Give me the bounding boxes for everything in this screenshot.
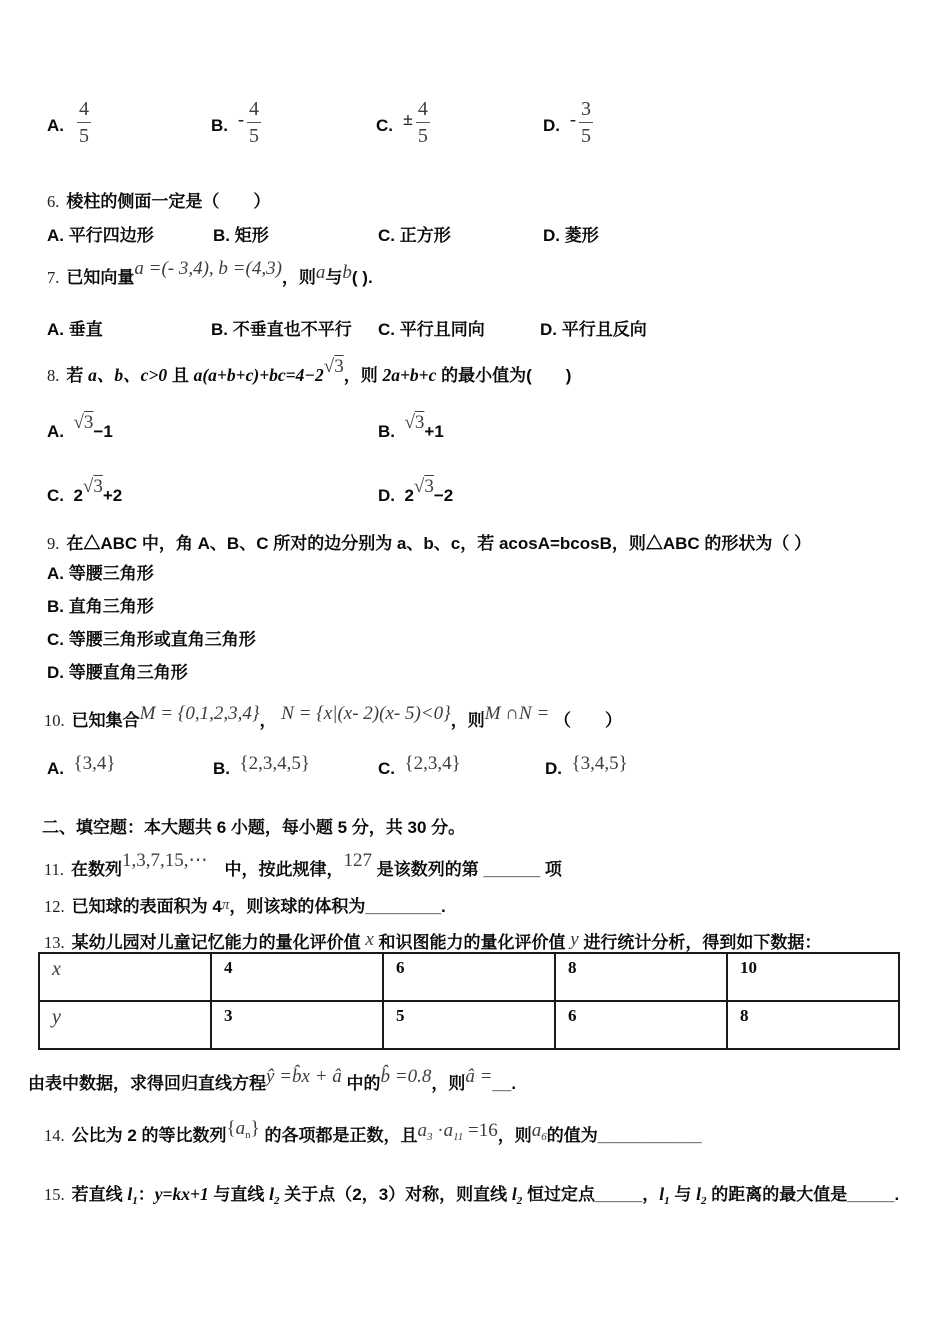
radicand: 3	[414, 412, 425, 433]
question-text: 与	[325, 268, 343, 287]
question-number: 12.	[44, 897, 65, 916]
question-number: 6.	[47, 192, 60, 211]
subscript: 1	[132, 1195, 138, 1207]
q8-option-c	[47, 476, 122, 506]
set-value: {2,3,4,5}	[239, 753, 310, 774]
question-number: 10.	[44, 711, 65, 730]
sqrt-3	[414, 476, 434, 497]
table-cell: 6	[555, 1001, 727, 1049]
regression-equation: ŷ =b̂x + â	[266, 1066, 342, 1087]
section-2-header: 二、填空题：本大题共 6 小题，每小题 5 分，共 30 分。	[42, 818, 466, 837]
q7-option-b: B. 不垂直也不平行	[211, 320, 352, 339]
q10-option-a	[47, 753, 115, 779]
question-8-options-row1	[0, 412, 950, 442]
question-number: 9.	[47, 534, 60, 553]
pi-symbol: π	[221, 897, 230, 913]
question-text: 中，按此规律，	[224, 860, 344, 879]
brace-close: }	[250, 1118, 260, 1139]
blank-line: __.	[492, 1074, 517, 1093]
line-l2	[696, 1184, 707, 1207]
question-6-options	[0, 221, 950, 247]
fraction-sign: ±	[403, 109, 413, 129]
question-number: 15.	[44, 1185, 65, 1204]
letter-l: l	[696, 1184, 701, 1204]
vector-a: a	[315, 262, 326, 283]
question-text-with-blank: 是该数列的第 ______ 项	[376, 860, 562, 879]
question-text: 进行统计分析，得到如下数据：	[583, 933, 822, 952]
option-label: A.	[47, 759, 64, 778]
radical-sign: √	[82, 476, 94, 497]
fraction	[77, 96, 91, 149]
math-condition: a、b、c>0	[88, 365, 168, 385]
option-label: B.	[213, 759, 230, 778]
option-label: A.	[47, 116, 64, 135]
dot-operator: ·	[432, 1120, 444, 1141]
sqrt-3	[324, 356, 344, 377]
set-value: {3,4}	[73, 753, 116, 774]
question-text: 在△ABC 中，角 A、B、C 所对的边分别为 a、b、c，若 acosA=bcosB，则△ABC 的形状为（ ）	[66, 534, 812, 553]
question-text: 与直线	[208, 1185, 270, 1204]
intersection-expression: M ∩N =	[484, 703, 550, 724]
q6-option-c: C. 正方形	[378, 226, 451, 245]
radical-sign: √	[404, 412, 415, 433]
q9-option-d: D. 等腰直角三角形	[47, 663, 188, 682]
table-row-y	[39, 1001, 899, 1049]
line-l1	[127, 1184, 138, 1207]
option-tail: −2	[433, 486, 454, 505]
table-header-y: y	[39, 1001, 211, 1049]
subscript-11: 11	[453, 1131, 464, 1143]
question-text: ，	[259, 711, 277, 730]
question-text: 某幼儿园对儿童记忆能力的量化评价值	[71, 933, 361, 952]
option-label: D.	[543, 116, 560, 135]
subscript: 1	[664, 1195, 670, 1207]
radical-sign: √	[323, 356, 335, 377]
set-value: {3,4,5}	[571, 753, 628, 774]
question-text: ，则	[497, 1126, 532, 1145]
q6-option-a: A. 平行四边形	[47, 226, 154, 245]
colon: ：	[137, 1185, 155, 1204]
question-text: 已知向量	[66, 268, 135, 287]
fraction-numerator: 4	[249, 98, 259, 120]
question-text: 已知球的表面积为 4	[71, 897, 222, 916]
option-label: C.	[47, 486, 64, 505]
question-number: 13.	[44, 933, 65, 952]
question-number: 14.	[44, 1126, 65, 1145]
b-hat-value: b̂ =0.8	[380, 1066, 432, 1087]
vector-b: b	[342, 262, 352, 283]
question-text: 的最小值为( )	[441, 366, 572, 385]
math-expression: 2a+b+c	[382, 365, 437, 385]
question-14-stem	[44, 1118, 702, 1146]
option-label: B.	[378, 422, 395, 441]
question-13-regression	[28, 1066, 516, 1094]
question-12-stem	[44, 892, 446, 917]
question-text: 棱柱的侧面一定是（ ）	[66, 192, 271, 211]
line-equation: y=kx+1	[154, 1184, 209, 1204]
radicand: 3	[334, 356, 344, 377]
product-equation	[418, 1120, 498, 1141]
question-text: 若	[66, 366, 84, 385]
q6-option-d: D. 菱形	[543, 226, 599, 245]
question-6-stem	[47, 187, 270, 212]
set-m: M = {0,1,2,3,4}	[139, 703, 260, 724]
option-label: D.	[545, 759, 562, 778]
option-label: D.	[378, 486, 395, 505]
equals-16: =16	[463, 1120, 498, 1141]
term-a: a	[531, 1120, 542, 1141]
fraction-numerator: 4	[417, 98, 428, 120]
question-text: ( ).	[351, 268, 373, 287]
subscript-3: 3	[427, 1131, 433, 1143]
option-label: B.	[211, 116, 228, 135]
q5-option-d	[543, 96, 593, 149]
letter-l: l	[511, 1184, 517, 1204]
question-text-with-blank: ，则该球的体积为________.	[229, 897, 446, 916]
math-equation: a(a+b+c)+bc=4−2	[193, 365, 324, 385]
q6-option-b: B. 矩形	[213, 226, 269, 245]
question-7-options	[0, 315, 950, 341]
letter-l: l	[659, 1184, 665, 1204]
question-text-with-blank: 恒过定点_____，	[522, 1185, 660, 1204]
option-tail: +2	[102, 486, 123, 505]
fraction-numerator: 3	[581, 98, 591, 120]
fraction-denominator: 5	[416, 122, 430, 149]
question-15-stem	[44, 1180, 899, 1205]
subscript-6: 6	[541, 1131, 547, 1143]
q9-option-c: C. 等腰三角形或直角三角形	[47, 630, 256, 649]
radicand: 3	[93, 476, 103, 497]
table-cell: 6	[383, 953, 555, 1001]
question-8-stem	[47, 356, 571, 387]
brace-open: {	[226, 1118, 236, 1139]
question-10-options	[0, 753, 950, 789]
fraction	[247, 96, 261, 149]
q7-option-a: A. 垂直	[47, 320, 103, 339]
q8-option-d	[378, 476, 453, 506]
question-text: 和识图能力的量化评价值	[378, 933, 566, 952]
subscript-n: n	[245, 1129, 251, 1141]
q7-option-c: C. 平行且同向	[378, 320, 485, 339]
fraction-sign: -	[238, 109, 244, 129]
question-text: 中的	[346, 1074, 381, 1093]
sequence-terms: 1,3,7,15,⋯	[122, 850, 208, 871]
fraction-denominator: 5	[247, 122, 261, 149]
question-text: 公比为 2 的等比数列	[71, 1126, 227, 1145]
subscript: 2	[700, 1195, 707, 1207]
line-l2	[269, 1184, 280, 1207]
question-text: （ ）	[554, 711, 622, 730]
table-cell: 5	[383, 1001, 555, 1049]
coefficient: 2	[73, 486, 83, 505]
q5-option-b	[211, 96, 261, 149]
q5-option-a	[47, 96, 91, 149]
variable-x: x	[365, 929, 374, 950]
question-text: 的各项都是正数，且	[264, 1126, 418, 1145]
question-7-stem	[47, 258, 373, 288]
q5-option-c	[376, 96, 430, 149]
q10-option-b	[213, 753, 310, 779]
radical-sign: √	[413, 476, 425, 497]
question-text: 关于点（2，3）对称，则直线	[279, 1185, 512, 1204]
fraction-denominator: 5	[579, 122, 593, 149]
variable-y: y	[570, 929, 579, 950]
q9-option-b: B. 直角三角形	[47, 597, 154, 616]
question-10-stem	[44, 703, 622, 731]
question-9-stem	[47, 529, 811, 554]
table-header-x: x	[39, 953, 211, 1001]
q8-option-a	[47, 412, 113, 442]
table-cell: 4	[211, 953, 383, 1001]
sequence-notation	[227, 1118, 260, 1139]
letter-l: l	[127, 1184, 133, 1204]
q10-option-c	[378, 753, 461, 779]
question-text-with-blank: 的值为___________	[546, 1126, 702, 1145]
radicand: 3	[424, 476, 434, 497]
question-text: 与	[669, 1185, 697, 1204]
vector-equation: a =(- 3,4), b =(4,3)	[134, 258, 282, 279]
question-11-stem	[44, 849, 562, 880]
question-text: 已知集合	[71, 711, 140, 730]
question-number: 11.	[44, 860, 65, 879]
fraction	[416, 96, 430, 149]
option-label: A.	[47, 422, 64, 441]
set-value: {2,3,4}	[404, 753, 461, 774]
question-text: ，则	[431, 1074, 466, 1093]
question-text: ，则	[281, 268, 316, 287]
q7-option-d: D. 平行且反向	[540, 320, 647, 339]
option-label: C.	[378, 759, 395, 778]
question-text-with-blank: 的距离的最大值是_____.	[706, 1185, 900, 1204]
term-a: a	[417, 1120, 428, 1141]
question-number: 7.	[47, 268, 60, 287]
question-text: 由表中数据，求得回归直线方程	[28, 1074, 266, 1093]
subscript: 2	[274, 1195, 280, 1207]
sqrt-3	[404, 412, 424, 433]
radicand: 3	[83, 412, 94, 433]
subscript: 2	[516, 1195, 523, 1207]
line-l2	[511, 1184, 523, 1207]
table-cell: 8	[555, 953, 727, 1001]
table-cell: 8	[727, 1001, 899, 1049]
question-text: ，则	[450, 711, 485, 730]
set-n: N = {x|(x- 2)(x- 5)<0}	[281, 703, 451, 724]
q10-option-d	[545, 753, 628, 779]
term-a: a	[235, 1118, 246, 1139]
option-tail: +1	[424, 422, 444, 441]
question-text: ，则	[343, 366, 378, 385]
line-l1	[659, 1184, 670, 1207]
question-text: 且	[171, 366, 189, 385]
sequence-value: 127	[343, 850, 373, 871]
sqrt-3	[73, 412, 93, 433]
fraction	[579, 96, 593, 149]
question-text: 若直线	[71, 1185, 128, 1204]
fraction-denominator: 5	[77, 122, 91, 149]
q8-option-b	[378, 412, 444, 442]
radical-sign: √	[73, 412, 84, 433]
table-row-x	[39, 953, 899, 1001]
question-number: 8.	[47, 366, 60, 385]
table-cell: 10	[727, 953, 899, 1001]
term-a6	[532, 1120, 547, 1141]
sqrt-3	[83, 476, 103, 497]
question-13-stem	[44, 928, 821, 953]
table-cell: 3	[211, 1001, 383, 1049]
coefficient: 2	[404, 486, 414, 505]
q9-option-a: A. 等腰三角形	[47, 564, 154, 583]
option-tail: −1	[93, 422, 113, 441]
question-8-options-row2	[0, 476, 950, 506]
fraction-numerator: 4	[79, 98, 89, 120]
option-label: C.	[376, 116, 393, 135]
question-text: 在数列	[71, 860, 123, 879]
letter-l: l	[269, 1184, 275, 1204]
term-a: a	[443, 1120, 454, 1141]
fraction-sign: -	[570, 109, 576, 129]
q13-table	[38, 952, 900, 1050]
a-hat-expression: â =	[465, 1066, 493, 1087]
